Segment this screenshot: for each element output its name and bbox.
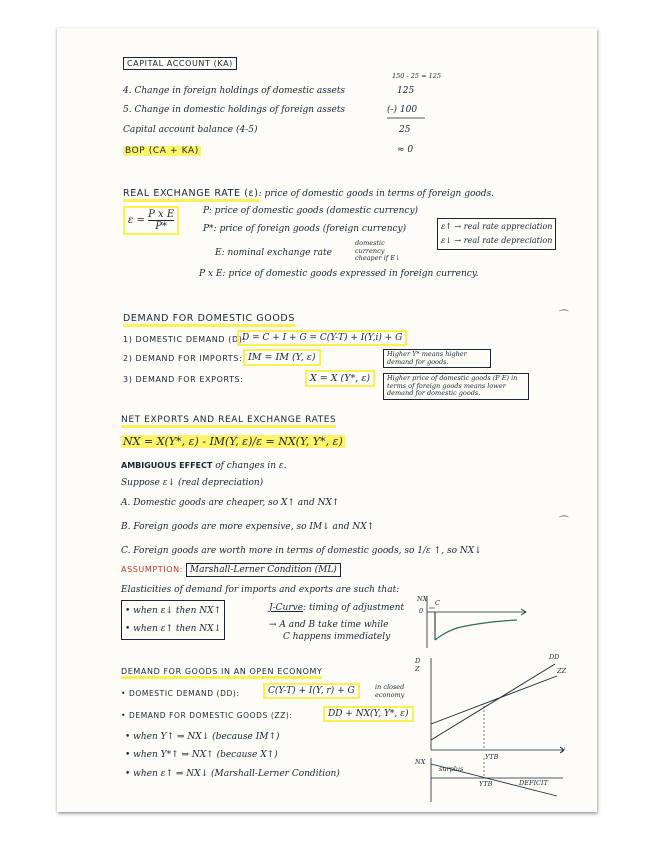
elasticities-line: Elasticities of demand for imports and exports are such that:: [121, 585, 400, 595]
point-b: B. Foreign goods are more expensive, so IM↓ and NX↑: [121, 522, 375, 532]
row2-note: Higher Y* means higher demand for goods.: [383, 349, 491, 368]
when-3: • when ε↑ ⇒ NX↓ (Marshall-Lerner Condition): [125, 769, 340, 779]
rer-box-line1: ε↑ → real rate appreciation: [441, 222, 553, 231]
row3-note: Higher price of domestic goods (P E) in terms of foreign goods means lower demand for domestic goods.: [383, 373, 529, 400]
graph-x-axis: y: [561, 745, 565, 753]
rer-formula-lhs: ε =: [128, 215, 145, 226]
graph-surplus: surplus: [439, 765, 464, 773]
line4-label: 4. Change in foreign holdings of domestic assets: [123, 86, 346, 96]
e-note: domestic currency cheaper if E↓: [355, 239, 401, 262]
rer-box-line2: ε↓ → real rate depreciation: [441, 236, 553, 245]
zz-label: • DEMAND FOR DOMESTIC GOODS (ZZ):: [121, 711, 293, 720]
ml-box-line1: • when ε↓ then NX↑: [125, 606, 222, 616]
graph-nx-axis: NX: [415, 758, 426, 766]
jcurve-rest: : timing of adjustment: [303, 603, 405, 613]
point-a: A. Domestic goods are cheaper, so X↑ and NX↑: [121, 498, 340, 508]
ambiguous-rest: of changes in ε.: [212, 461, 287, 471]
ambiguous-label: AMBIGUOUS EFFECT: [121, 461, 213, 470]
ambiguous-line: [121, 460, 287, 472]
balance-label: Capital account balance (4-5): [123, 125, 258, 135]
assumption-label: ASSUMPTION:: [121, 565, 184, 574]
pstar-def: P*: price of foreign goods (foreign currency): [203, 224, 407, 234]
rer-formula-num: P x E: [148, 209, 175, 220]
jcurve-line-3: C happens immediately: [283, 632, 391, 642]
jcurve-line-2: → A and B take time while: [269, 620, 389, 630]
rer-appreciation-box: [437, 218, 556, 250]
dd-note: in closed economy: [375, 683, 405, 699]
graph-deficit: DEFICIT: [519, 779, 548, 787]
page-curl-mark: ⌒: [557, 310, 567, 321]
page-curl-mark-2: ⌒: [557, 516, 567, 527]
zz-formula: DD + NX(Y, Y*, ε): [323, 709, 414, 720]
demand-domestic-title: DEMAND FOR DOMESTIC GOODS: [123, 313, 295, 324]
row1-formula: D = C + I + G = C(Y-T) + I(Y,i) + G: [237, 333, 407, 344]
line5-label: 5. Change in domestic holdings of foreign assets: [123, 105, 346, 115]
net-exports-title: NET EXPORTS AND REAL EXCHANGE RATES: [121, 415, 336, 426]
assumption-line: [121, 564, 341, 576]
graph-dd-label: DD: [549, 653, 560, 661]
jcurve-axis-zero: 0: [419, 607, 424, 615]
row2-label: 2) DEMAND FOR IMPORTS:: [123, 354, 243, 363]
graph-y-top: D Z: [415, 657, 421, 673]
capital-account-title: CAPITAL ACCOUNT (KA): [123, 58, 237, 69]
net-exports-formula: NX = X(Y*, ε) - IM(Y, ε)/ε = NX(Y, Y*, ε): [123, 435, 343, 448]
jcurve-line: [269, 603, 404, 614]
notebook-page: [57, 28, 597, 812]
ml-box: [121, 600, 225, 640]
ml-box-line2: • when ε↑ then NX↓: [125, 624, 222, 634]
when-2: • when Y*↑ ⇒ NX↑ (because X↑): [125, 750, 278, 760]
bop-label: BOP (CA + KA): [125, 146, 199, 156]
jcurve-axis-label: NX: [417, 595, 428, 603]
dd-label: • DOMESTIC DEMAND (DD):: [121, 689, 240, 698]
rer-title-rest: : price of domestic goods in terms of foreign goods.: [258, 189, 495, 199]
when-1: • when Y↑ ⇒ NX↓ (because IM↑): [125, 732, 280, 742]
p-def: P: price of domestic goods (domestic currency): [203, 206, 419, 216]
rer-formula-box: [123, 206, 179, 235]
row3-label: 3) DEMAND FOR EXPORTS:: [123, 375, 244, 384]
line5-value: (-) 100: [387, 105, 418, 115]
row1-label: 1) DOMESTIC DEMAND (D):: [123, 335, 246, 344]
point-c: C. Foreign goods are worth more in terms of domestic goods, so 1/ε ↑, so NX↓: [121, 546, 482, 556]
sum-rule: [387, 117, 427, 120]
row3-formula: X = X (Y*, ε): [305, 373, 375, 384]
graph-ytb-bottom: YTB: [479, 780, 493, 788]
jcurve-title: J-Curve: [269, 603, 304, 613]
rer-title: REAL EXCHANGE RATE (ε): [123, 188, 259, 202]
row2-formula: IM = IM (Y, ε): [243, 352, 321, 363]
jcurve-c-label: C: [435, 599, 440, 607]
e-def: E: nominal exchange rate: [215, 248, 332, 258]
graph-zz-label: ZZ: [557, 667, 567, 675]
balance-value: 25: [399, 125, 411, 135]
ml-condition: Marshall-Lerner Condition (ML): [186, 563, 341, 577]
suppose-line: Suppose ε↓ (real depreciation): [121, 478, 264, 488]
demand-open-title: DEMAND FOR GOODS IN AN OPEN ECONOMY: [121, 666, 322, 677]
rer-title-line: [123, 188, 494, 200]
pe-def: P x E: price of domestic goods expressed in foreign currency.: [199, 269, 479, 279]
line4-value: 125: [397, 86, 415, 96]
dd-formula: C(Y-T) + I(Y, r) + G: [263, 686, 360, 697]
graph-ytb-top: YTB: [485, 753, 499, 761]
note-top-calculation: 150 - 25 = 125: [392, 72, 441, 80]
rer-formula-den: P*: [155, 221, 167, 232]
bop-value: ≈ 0: [397, 145, 414, 155]
